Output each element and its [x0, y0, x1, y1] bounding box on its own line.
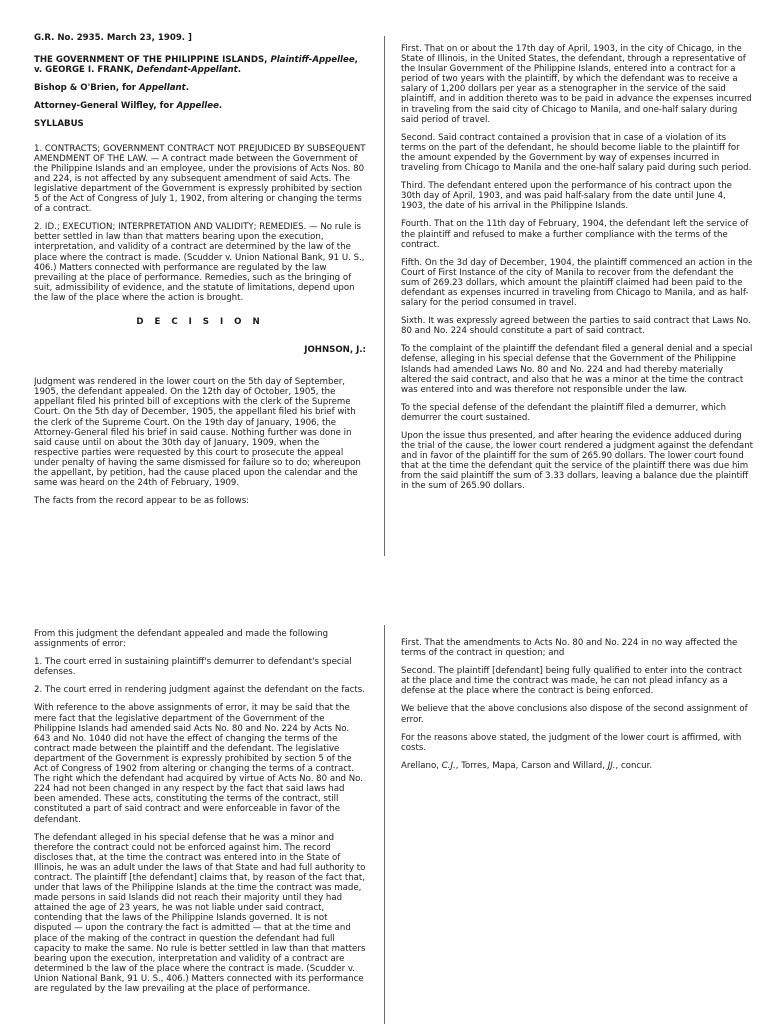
counsel-appellee: Attorney-General Wilfley, for Appellee.	[34, 101, 223, 112]
fact-paragraph: Fifth. On the 3d day of December, 1904, the plaintiff commenced an action in the Court of First Instance of the city of Manila to recover from the defendant the sum of 269.23 dollars, which amount the plaintiff claimed had been paid to the defendant as expenses incurred in traveling from Chicago to Manila, and as half-salary for the period consumed in travel.	[401, 257, 753, 309]
counsel-appellant: Bishop & O'Brien, for Appellant.	[34, 83, 189, 94]
fact-paragraph: Third. The defendant entered upon the performance of his contract upon the 30th day of April, 1903, and was paid half-salary from the date until June 4, 1903, the date of his arrival in the Philippine Islands.	[401, 181, 732, 212]
fact-paragraph: Sixth. It was expressly agreed between the parties to said contract that Laws No. 80 and No. 224 should constitute a part of said contract.	[401, 316, 751, 337]
body-paragraph: From this judgment the defendant appealed and made the following assignments of error:	[34, 629, 329, 650]
page2-right-column	[401, 638, 753, 798]
conclusion-paragraph: Second. The plaintiff [defendant] being fully qualified to enter into the contract at the place and time the contract was made, he can not plead infancy as a defense at the place where the contract is being enforced.	[401, 666, 743, 697]
page1-left-column	[34, 33, 366, 558]
judgment-paragraph: For the reasons above stated, the judgment of the lower court is affirmed, with costs.	[401, 732, 742, 753]
body-paragraph: The facts from the record appear to be as follows:	[34, 496, 250, 507]
syllabus-item: 2. ID.; EXECUTION; INTERPRETATION AND VALIDITY; REMEDIES. — No rule is better settled in law than that matters bearing upon the execution, interpretation, and validity of a contract are determined by the law of the place where the contract is made. (Scudder v. Union National Bank, 91 U. S., 406.) Matters connected with performance are regulated by the law prevailing at the place of performance. Remedies, such as the bringing of suit, admissibility of evidence, and the statute of limitations, depend upon the law of the place where the action is brought.	[34, 222, 365, 303]
body-paragraph: We believe that the above conclusions also dispose of the second assignment of error.	[401, 704, 748, 725]
syllabus-heading: SYLLABUS	[34, 119, 84, 130]
assignment-of-error: 1. The court erred in sustaining plaintiff's demurrer to defendant's special defenses.	[34, 657, 352, 678]
body-paragraph: The defendant alleged in his special defense that he was a minor and therefore the contract could not be enforced against him. The record discloses that, at the time the contract was entered into in the State of Illinois, he was an adult under the laws of that State and had full authority to contract. The plaintiff [the defendant] claims that, by reason of the fact that, under that laws of the Philippine Islands at the time the contract was made, made persons in said Islands did not reach their majority until they had attained the age of 23 years, he was not liable under said contract, contending that the laws of the Philippine Islands governed. It is not disputed — upon the contrary the fact is admitted — that at the time and place of the making of the contract in question the defendant had full capacity to make the same. No rule is better settled in law than that matters bearing upon the execution, interpretation and validity of a contract are determined b the law of the place where the contract is made. (Scudder v. Union National Bank, 91 U. S., 406.) Matters connected with its performance are regulated by the law prevailing at the place of performance.	[34, 832, 366, 994]
fact-paragraph: Fourth. That on the 11th day of February, 1904, the defendant left the service of the plaintiff and refused to make a further compliance with the terms of the contract.	[401, 219, 749, 250]
case-number: G.R. No. 2935. March 23, 1909. ]	[34, 33, 192, 43]
concurrence: Arellano, C.J., Torres, Mapa, Carson and Willard, JJ., concur.	[401, 760, 653, 771]
fact-paragraph: Second. Said contract contained a provision that in case of a violation of its terms on the part of the defendant, he should become liable to the plaintiff for the amount expended by the Government by way of expenses incurred in traveling from Chicago to Manila and the one-half salary paid during such period.	[401, 132, 752, 174]
syllabus-item: 1. CONTRACTS; GOVERNMENT CONTRACT NOT PREJUDICED BY SUBSEQUENT AMENDMENT OF THE LAW. — A contract made between the Government of the Philippine Islands and an employee, under the provisions of Acts Nos. 80 and 224, is not affected by any subsequent amendment of said Acts. The legislative department of the Government is expressly prohibited by section 5 of the Act of Congress of July 1, 1902, from altering or changing the terms of a contract.	[34, 143, 366, 215]
page2-left-column	[34, 629, 366, 1024]
column-divider	[384, 625, 385, 1024]
fact-paragraph: First. That on or about the 17th day of April, 1903, in the city of Chicago, in the State of Illinois, in the United States, the defendant, through a representative of the Insular Government of the Philippine Islands, entered into a contract for a period of two years with the plaintiff, by which the defendant was to receive a salary of 1,200 dollars per year as a stenographer in the service of the said plaintiff, and in addition thereto was to be paid in advance the expenses incurred in traveling from the said city of Chicago to Manila, and one-half salary during said period of travel.	[401, 44, 752, 125]
column-divider	[384, 36, 385, 556]
body-paragraph: To the special defense of the defendant the plaintiff filed a demurrer, which demurrer the court sustained.	[401, 402, 727, 423]
body-paragraph: To the complaint of the plaintiff the defendant filed a general denial and a special defense, alleging in his special defense that the Government of the Philippine Islands had amended Laws No. 80 and No. 224 and had thereby materially altered the said contract, and also that he was a minor at the time the contract was entered into and was therefore not responsible under the law.	[401, 344, 753, 395]
decision-heading: D E C I S I O N	[136, 316, 264, 327]
case-caption: THE GOVERNMENT OF THE PHILIPPINE ISLANDS, Plaintiff-Appellee, v. GEORGE I. FRANK, Defendant-Appellant.	[34, 55, 358, 76]
page1-right-column	[401, 44, 753, 558]
body-paragraph: With reference to the above assignments of error, it may be said that the mere fact that the legislative department of the Government of the Philippine Islands had amended said Acts No. 80 and No. 224 by Acts No. 643 and No. 1040 did not have the effect of changing the terms of the contract made between the plaintiff and the defendant. The legislative department of the Government is expressly prohibited by section 5 of the Act of Congress of 1902 from altering or changing the terms of a contract. The right which the defendant had acquired by virtue of Acts No. 80 and No. 224 had not been changed in any respect by the fact that said laws had been amended. These acts, constituting the terms of the contract, still constituted a part of said contract and were enforceable in favor of the defendant.	[34, 703, 363, 825]
conclusion-paragraph: First. That the amendments to Acts No. 80 and No. 224 in no way affected the terms of the contract in question; and	[401, 638, 738, 659]
assignment-of-error: 2. The court erred in rendering judgment against the defendant on the facts.	[34, 685, 365, 696]
body-paragraph: Judgment was rendered in the lower court on the 5th day of September, 1905, the defendant appealed. On the 12th day of October, 1905, the appellant filed his printed bill of exceptions with the clerk of the Supreme Court. On the 5th day of December, 1905, the appellant filed his brief with the clerk of the Supreme Court. On the 19th day of January, 1906, the Attorney-General filed his brief in said cause. Nothing further was done in said cause until on about the 30th day of January, 1909, when the respective parties were requested by this court to prosecute the appeal under penalty of having the same dismissed for failure so to do; whereupon the appellant, by petition, had the cause placed upon the calendar and the same was heard on the 24th of February, 1909.	[34, 377, 361, 489]
body-paragraph: Upon the issue thus presented, and after hearing the evidence adduced during the trial of the cause, the lower court rendered a judgment against the defendant and in favor of the plaintiff for the sum of 265.90 dollars. The lower court found that at the time the defendant quit the service of the plaintiff there was due him from the said plaintiff the sum of 3.33 dollars, leaving a balance due the plaintiff in the sum of 265.90 dollars.	[401, 431, 753, 492]
ponente: JOHNSON, J.:	[304, 345, 366, 356]
